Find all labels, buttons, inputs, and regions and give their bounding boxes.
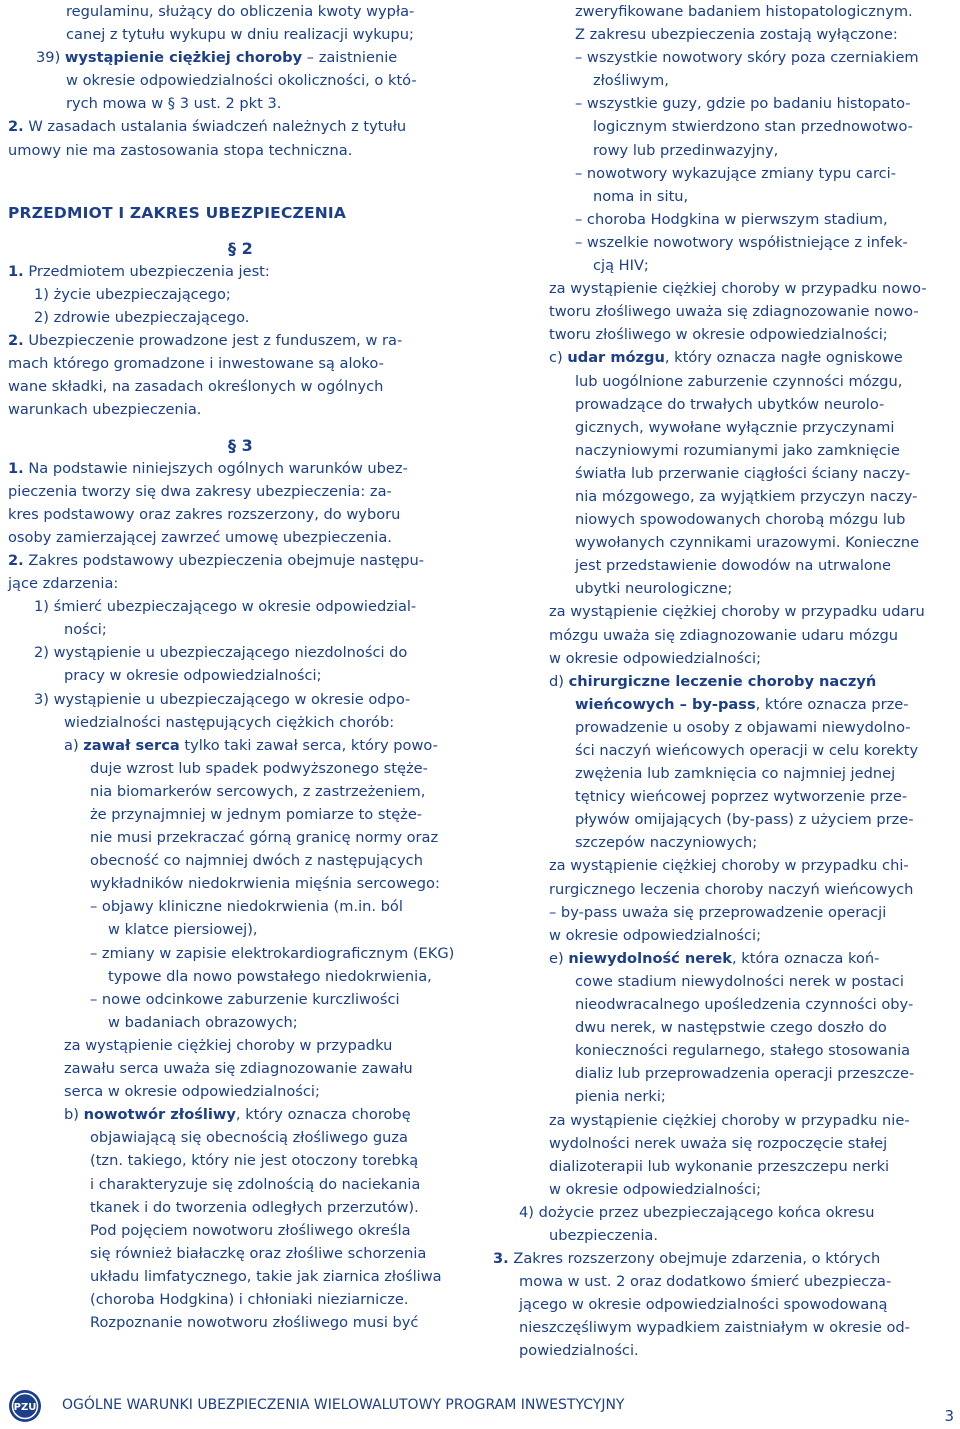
text-line — [8, 872, 463, 895]
text-span: 2) wystąpienie u ubezpieczającego niezdolności do — [34, 644, 408, 662]
page-footer — [0, 1385, 960, 1429]
text-line — [493, 277, 955, 300]
text-span: 1) życie ubezpieczającego; — [34, 285, 231, 303]
text-line — [493, 1339, 955, 1362]
text-span: cją HIV; — [593, 257, 649, 275]
page-number: 3 — [944, 1407, 954, 1425]
footer-title: OGÓLNE WARUNKI UBEZPIECZENIA WIELOWALUTOWY PROGRAM INWESTYCYJNY — [62, 1397, 625, 1413]
text-span: naczyniowymi rozumianymi jako zamknięcie — [575, 441, 900, 459]
text-span: za wystąpienie ciężkiej choroby w przypadku nie- — [549, 1111, 910, 1129]
text-span: Przedmiotem ubezpieczenia jest: — [23, 262, 270, 280]
text-line — [8, 139, 463, 162]
text-line — [8, 1173, 463, 1196]
text-line — [493, 162, 955, 185]
text-line — [493, 854, 955, 877]
text-line — [493, 92, 955, 115]
text-span: ści naczyń wieńcowych operacji w celu korekty — [575, 742, 919, 759]
text-line — [493, 1016, 955, 1039]
text-line — [493, 531, 955, 554]
section-heading — [8, 202, 463, 225]
text-line — [493, 0, 955, 23]
text-span: obecność co najmniej dwóch z następujących — [90, 852, 423, 870]
text-line — [493, 46, 955, 69]
text-line — [493, 485, 955, 508]
text-span: w okresie odpowiedzialności okoliczności, o któ- — [66, 72, 417, 90]
text-span: układu limfatycznego, takie jak ziarnica złośliwa — [90, 1267, 442, 1285]
text-line — [8, 398, 463, 421]
text-span: prowadzące do trwałych ubytków neurolo- — [575, 395, 885, 413]
text-span: § 3 — [228, 435, 253, 455]
text-span: typowe dla nowo powstałego niedokrwienia, — [108, 967, 432, 985]
text-line — [493, 346, 955, 369]
text-line — [493, 1132, 955, 1155]
text-span: dializ lub przeprowadzenia operacji przeszcze- — [575, 1065, 915, 1083]
text-span: jące zdarzenia: — [8, 575, 119, 593]
text-line — [8, 260, 463, 283]
text-span: wywołanych czynnikami urazowymi. Konieczne — [575, 534, 920, 552]
text-span: za wystąpienie ciężkiej choroby w przypadku udaru — [549, 603, 925, 621]
text-span: szczepów naczyniowych; — [575, 834, 758, 852]
text-line — [8, 329, 463, 352]
text-line — [8, 826, 463, 849]
text-span: w klatce piersiowej), — [108, 921, 258, 939]
text-line — [493, 1062, 955, 1085]
text-line — [8, 918, 463, 941]
text-span: osoby zamierzającej zawrzeć umowę ubezpieczenia. — [8, 528, 392, 546]
text-line — [493, 1293, 955, 1316]
text-span: – wszystkie nowotwory skóry poza czerniakiem — [575, 49, 919, 67]
text-span: objawiającą się obecnością złośliwego guza — [90, 1129, 408, 1147]
text-span: Pod pojęciem nowotworu złośliwego określa — [90, 1221, 411, 1239]
text-line — [8, 942, 463, 965]
bold-text: wystąpienie ciężkiej choroby — [64, 49, 303, 67]
paragraph-number — [8, 237, 463, 260]
text-span: d) — [549, 672, 569, 690]
text-line — [493, 600, 955, 623]
text-line — [493, 254, 955, 277]
text-line — [493, 1178, 955, 1201]
text-line — [8, 46, 463, 69]
text-span: noma in situ, — [593, 187, 689, 205]
text-span: – wszystkie guzy, gdzie po badaniu histopato- — [575, 95, 911, 113]
text-line — [8, 849, 463, 872]
text-span: pływów omijających (by-pass) z użyciem prze- — [575, 811, 914, 829]
text-line — [8, 711, 463, 734]
text-span: warunkach ubezpieczenia. — [8, 401, 202, 419]
text-line — [493, 462, 955, 485]
text-line — [8, 1265, 463, 1288]
text-span: (choroba Hodgkina) i chłoniaki nieziarnicze. — [90, 1290, 409, 1308]
bold-text: wieńcowych – by-pass — [575, 695, 756, 713]
text-span: rowy lub przedinwazyjny, — [593, 141, 779, 159]
text-line — [8, 618, 463, 641]
text-line — [493, 1316, 955, 1339]
logo-text: PZU — [13, 1402, 37, 1413]
text-span: 1) śmierć ubezpieczającego w okresie odpowiedzial- — [34, 598, 417, 616]
text-line — [493, 831, 955, 854]
text-line — [8, 1311, 463, 1334]
text-line — [493, 762, 955, 785]
text-line — [8, 1242, 463, 1265]
text-line — [493, 1109, 955, 1132]
text-line — [493, 1224, 955, 1247]
text-line — [493, 716, 955, 739]
text-line — [493, 439, 955, 462]
text-line — [8, 503, 463, 526]
text-span: , który oznacza nagłe ogniskowe — [664, 349, 903, 367]
text-line — [8, 0, 463, 23]
text-span: Rozpoznanie nowotworu złośliwego musi być — [90, 1314, 419, 1332]
text-line — [8, 1080, 463, 1103]
text-span: pienia nerki; — [575, 1088, 666, 1106]
text-line — [8, 69, 463, 92]
text-span: c) — [549, 349, 568, 367]
text-span: Ubezpieczenie prowadzone jest z funduszem, w ra- — [23, 332, 403, 350]
text-span: 39) — [36, 49, 65, 67]
text-line — [8, 1103, 463, 1126]
text-line — [493, 300, 955, 323]
text-span: tkanek i do tworzenia odległych przerzutów). — [90, 1198, 419, 1216]
text-span: – nowotwory wykazujące zmiany typu carci- — [575, 164, 896, 182]
text-line — [493, 69, 955, 92]
text-span: mach którego gromadzone i inwestowane są aloko- — [8, 355, 384, 373]
text-span: zawału serca uważa się zdiagnozowanie zawału — [64, 1060, 413, 1078]
text-span: duje wzrost lub spadek podwyższonego stęże- — [90, 759, 428, 777]
text-line — [8, 595, 463, 618]
text-span: 4) dożycie przez ubezpieczającego końca okresu — [519, 1203, 875, 1221]
text-line — [8, 92, 463, 115]
text-span: gicznych, wywołane wyłącznie przyczynami — [575, 418, 895, 436]
text-span: PRZEDMIOT I ZAKRES UBEZPIECZENIA — [8, 203, 347, 222]
text-line — [493, 577, 955, 600]
text-span: logicznym stwierdzono stan przednowotwo- — [593, 118, 913, 136]
text-span: dwu nerek, w następstwie czego doszło do — [575, 1019, 887, 1037]
bold-text: 2. — [8, 332, 24, 350]
text-span: Z zakresu ubezpieczenia zostają wyłączone: — [575, 26, 898, 44]
text-line — [8, 115, 463, 138]
text-span: a) — [64, 736, 84, 754]
text-span: rych mowa w § 3 ust. 2 pkt 3. — [66, 95, 282, 113]
text-span: wiedzialności następujących ciężkich chorób: — [64, 713, 395, 731]
text-line — [8, 803, 463, 826]
text-line — [493, 185, 955, 208]
text-line — [8, 664, 463, 687]
text-line — [493, 924, 955, 947]
text-span: rurgicznego leczenia choroby naczyń wieńcowych — [549, 880, 914, 898]
text-line — [493, 416, 955, 439]
text-line — [493, 993, 955, 1016]
text-span: lub uogólnione zaburzenie czynności mózgu, — [575, 372, 903, 390]
text-span: mowa w ust. 2 oraz dodatkowo śmierć ubezpiecza- — [519, 1273, 892, 1291]
text-span: wykładników niedokrwienia mięśnia sercowego: — [90, 875, 440, 893]
text-line — [8, 1011, 463, 1034]
text-span: złośliwym, — [593, 72, 669, 90]
text-span: się również białaczkę oraz złośliwe schorzenia — [90, 1244, 427, 1262]
text-span: pracy w okresie odpowiedzialności; — [64, 667, 322, 685]
text-span: – wszelkie nowotwory współistniejące z infek- — [575, 233, 908, 251]
text-line — [8, 734, 463, 757]
text-span: niowych spowodowanych chorobą mózgu lub — [575, 511, 906, 529]
spacer — [8, 225, 463, 237]
text-line — [8, 1219, 463, 1242]
text-line — [493, 1270, 955, 1293]
text-line — [8, 283, 463, 306]
text-line — [8, 641, 463, 664]
text-span: nie musi przekraczać górną granicę normy oraz — [90, 829, 439, 847]
text-span: tworu złośliwego uważa się zdiagnozowanie nowo- — [549, 303, 919, 321]
text-line — [493, 1247, 955, 1270]
text-line — [493, 670, 955, 693]
text-span: wydolności nerek uważa się rozpoczęcie stałej — [549, 1134, 888, 1152]
text-span: zwężenia lub zamknięcia co najmniej jednej — [575, 765, 896, 783]
text-span: cowe stadium niewydolności nerek w postaci — [575, 972, 904, 990]
text-line — [8, 375, 463, 398]
text-line — [493, 208, 955, 231]
text-line — [493, 370, 955, 393]
text-span: za wystąpienie ciężkiej choroby w przypadku chi- — [549, 857, 909, 875]
text-span: Zakres podstawowy ubezpieczenia obejmuje następu- — [23, 551, 425, 569]
text-span: nia biomarkerów sercowych, z zastrzeżeniem, — [90, 782, 426, 800]
bold-text: nowotwór złośliwy — [83, 1106, 236, 1124]
text-line — [8, 895, 463, 918]
text-span: w okresie odpowiedzialności; — [549, 649, 761, 667]
text-line — [493, 624, 955, 647]
text-span: kres podstawowy oraz zakres rozszerzony, do wyboru — [8, 505, 401, 523]
text-span: za wystąpienie ciężkiej choroby w przypadku nowo- — [549, 280, 927, 298]
text-span: w okresie odpowiedzialności; — [549, 1180, 761, 1198]
right-column — [493, 0, 955, 1363]
bold-text: udar mózgu — [567, 349, 665, 367]
bold-text: 2. — [8, 551, 24, 569]
text-span: (tzn. takiego, który nie jest otoczony torebką — [90, 1152, 419, 1170]
text-line — [8, 480, 463, 503]
text-line — [493, 1039, 955, 1062]
text-span: że przynajmniej w jednym pomiarze to stęże- — [90, 806, 423, 823]
bold-text: 1. — [8, 459, 24, 477]
text-line — [493, 115, 955, 138]
text-line — [8, 1126, 463, 1149]
text-line — [493, 901, 955, 924]
text-span: i charakteryzuje się zdolnością do naciekania — [90, 1175, 421, 1193]
text-span: regulaminu, służący do obliczenia kwoty wypła- — [66, 3, 415, 20]
text-span: – by-pass uważa się przeprowadzenie operacji — [549, 903, 887, 921]
text-span: 3) wystąpienie u ubezpieczającego w okresie odpo- — [34, 690, 411, 708]
text-line — [8, 988, 463, 1011]
text-span: dializoterapii lub wykonanie przeszczepu nerki — [549, 1157, 890, 1175]
text-line — [8, 1288, 463, 1311]
text-span: , która oznacza koń- — [732, 949, 880, 967]
text-span: konieczności regularnego, stałego stosowania — [575, 1042, 911, 1060]
bold-text: 1. — [8, 262, 24, 280]
text-line — [493, 947, 955, 970]
left-column — [8, 0, 463, 1334]
text-span: Na podstawie niniejszych ogólnych warunków ubez- — [23, 459, 408, 477]
bold-text: 3. — [493, 1250, 509, 1268]
text-span: – choroba Hodgkina w pierwszym stadium, — [575, 210, 888, 228]
text-line — [8, 352, 463, 375]
text-span: za wystąpienie ciężkiej choroby w przypadku — [64, 1036, 393, 1054]
text-line — [8, 23, 463, 46]
text-span: ubezpieczenia. — [549, 1226, 658, 1244]
spacer — [8, 162, 463, 202]
bold-text: niewydolność nerek — [568, 949, 732, 967]
text-span: tylko taki zawał serca, który powo- — [179, 736, 438, 754]
text-span: tętnicy wieńcowej poprzez wytworzenie prze- — [575, 788, 908, 806]
text-span: prowadzenie u osoby z objawami niewydolno- — [575, 718, 911, 736]
text-span: mózgu uważa się zdiagnozowanie udaru mózgu — [549, 626, 899, 644]
text-line — [493, 970, 955, 993]
text-line — [493, 23, 955, 46]
text-span: b) — [64, 1106, 84, 1124]
bold-text: chirurgiczne leczenie choroby naczyń — [568, 672, 877, 690]
text-line — [493, 693, 955, 716]
text-span: tworu złośliwego w okresie odpowiedzialności; — [549, 326, 888, 344]
text-line — [8, 1149, 463, 1172]
text-span: , które oznacza prze- — [755, 695, 909, 713]
text-line — [493, 508, 955, 531]
text-line — [493, 808, 955, 831]
text-line — [493, 231, 955, 254]
text-span: e) — [549, 949, 569, 967]
text-span: – nowe odcinkowe zaburzenie kurczliwości — [90, 990, 400, 1008]
text-line — [8, 306, 463, 329]
text-line — [493, 1155, 955, 1178]
text-line — [493, 739, 955, 762]
text-line — [493, 139, 955, 162]
bold-text: zawał serca — [83, 736, 180, 754]
text-line — [493, 785, 955, 808]
text-line — [8, 757, 463, 780]
text-span: zweryfikowane badaniem histopatologicznym. — [575, 3, 913, 20]
text-span: umowy nie ma zastosowania stopa techniczna. — [8, 141, 353, 159]
text-span: canej z tytułu wykupu w dniu realizacji wykupu; — [66, 26, 414, 44]
text-line — [8, 688, 463, 711]
text-span: ubytki neurologiczne; — [575, 580, 733, 598]
text-line — [8, 457, 463, 480]
text-span: , który oznacza chorobę — [235, 1106, 411, 1124]
text-line — [8, 526, 463, 549]
text-span: wane składki, na zasadach określonych w ogólnych — [8, 378, 384, 396]
text-span: jącego w okresie odpowiedzialności spowodowaną — [519, 1296, 888, 1314]
text-line — [8, 780, 463, 803]
text-span: – zaistnienie — [302, 49, 398, 67]
text-line — [8, 1057, 463, 1080]
text-span: nieodwracalnego upośledzenia czynności oby- — [575, 996, 914, 1014]
text-span: nia mózgowego, za wyjątkiem przyczyn naczy- — [575, 487, 918, 505]
text-line — [8, 572, 463, 595]
text-line — [493, 323, 955, 346]
text-line — [8, 549, 463, 572]
text-span: 2) zdrowie ubezpieczającego. — [34, 309, 250, 327]
text-line — [8, 1034, 463, 1057]
text-line — [493, 1201, 955, 1224]
bold-text: 2. — [8, 118, 24, 136]
text-line — [8, 965, 463, 988]
pzu-logo-icon — [8, 1389, 42, 1423]
text-span: § 2 — [228, 238, 253, 258]
text-span: powiedzialności. — [519, 1342, 639, 1360]
text-span: ności; — [64, 621, 107, 639]
text-span: Zakres rozszerzony obejmuje zdarzenia, o których — [508, 1250, 881, 1268]
text-span: w badaniach obrazowych; — [108, 1013, 298, 1031]
text-span: światła lub przerwanie ciągłości ściany naczy- — [575, 464, 911, 482]
text-span: serca w okresie odpowiedzialności; — [64, 1083, 320, 1101]
text-line — [493, 393, 955, 416]
spacer — [8, 422, 463, 434]
text-line — [493, 1085, 955, 1108]
text-line — [493, 647, 955, 670]
paragraph-number — [8, 434, 463, 457]
text-span: – objawy kliniczne niedokrwienia (m.in. ból — [90, 898, 403, 916]
text-line — [8, 1196, 463, 1219]
text-span: pieczenia tworzy się dwa zakresy ubezpieczenia: za- — [8, 482, 392, 500]
text-span: w okresie odpowiedzialności; — [549, 926, 761, 944]
text-span: – zmiany w zapisie elektrokardiograficznym (EKG) — [90, 944, 455, 962]
text-line — [493, 554, 955, 577]
text-span: W zasadach ustalania świadczeń należnych z tytułu — [23, 118, 407, 136]
text-line — [493, 878, 955, 901]
text-span: jest przedstawienie dowodów na utrwalone — [575, 557, 892, 575]
text-span: nieszczęśliwym wypadkiem zaistniałym w okresie od- — [519, 1319, 910, 1337]
